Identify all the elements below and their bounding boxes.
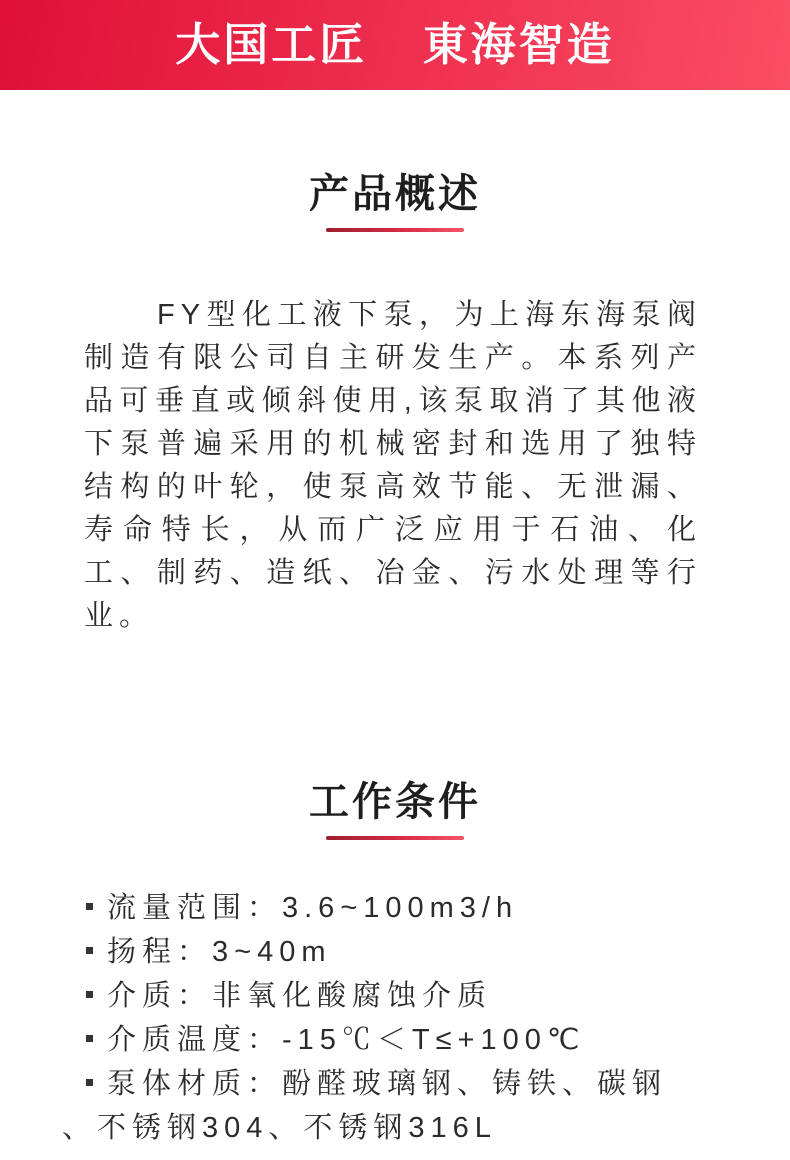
spec-item-medium: [62, 974, 692, 1018]
spec-item-pump-body-material: [62, 1062, 692, 1150]
header-banner: [0, 0, 790, 90]
spec-text: 介质：非氧化酸腐蚀介质: [107, 980, 493, 1012]
conditions-title-underline: [326, 836, 464, 840]
spec-text: 介质温度：-15℃＜T≤+100℃: [107, 1024, 586, 1056]
spec-text: 扬程：3~40m: [107, 936, 332, 968]
overview-title: 产品概述: [309, 172, 481, 216]
bullet-icon: [86, 903, 93, 910]
bullet-icon: [86, 1079, 93, 1086]
overview-paragraph: FY型化工液下泵，为上海东海泵阀制造有限公司自主研发生产。本系列产品可垂直或倾斜使用,该泵取消了其他液下泵普遍采用的机械密封和选用了独特结构的叶轮，使泵高效节能、无泄漏、寿命特长，从而广泛应用于石油、化工、制药、造纸、冶金、污水处理等行业。: [84, 299, 702, 632]
overview-section: [0, 170, 790, 638]
conditions-title: 工作条件: [309, 780, 481, 824]
spec-item-flow-range: [62, 886, 692, 930]
bullet-icon: [86, 991, 93, 998]
bullet-icon: [86, 1035, 93, 1042]
spec-list: [62, 886, 692, 1150]
banner-title: 大国工匠 東海智造: [175, 19, 615, 70]
conditions-section: [0, 778, 790, 1150]
spec-item-medium-temperature: [62, 1018, 692, 1062]
spec-text: 流量范围：3.6~100m3/h: [107, 892, 519, 924]
bullet-icon: [86, 947, 93, 954]
spec-item-head: [62, 930, 692, 974]
spec-text: 泵体材质：酚醛玻璃钢、铸铁、碳钢、不锈钢304、不锈钢316L: [62, 1068, 668, 1144]
overview-title-underline: [326, 228, 464, 232]
